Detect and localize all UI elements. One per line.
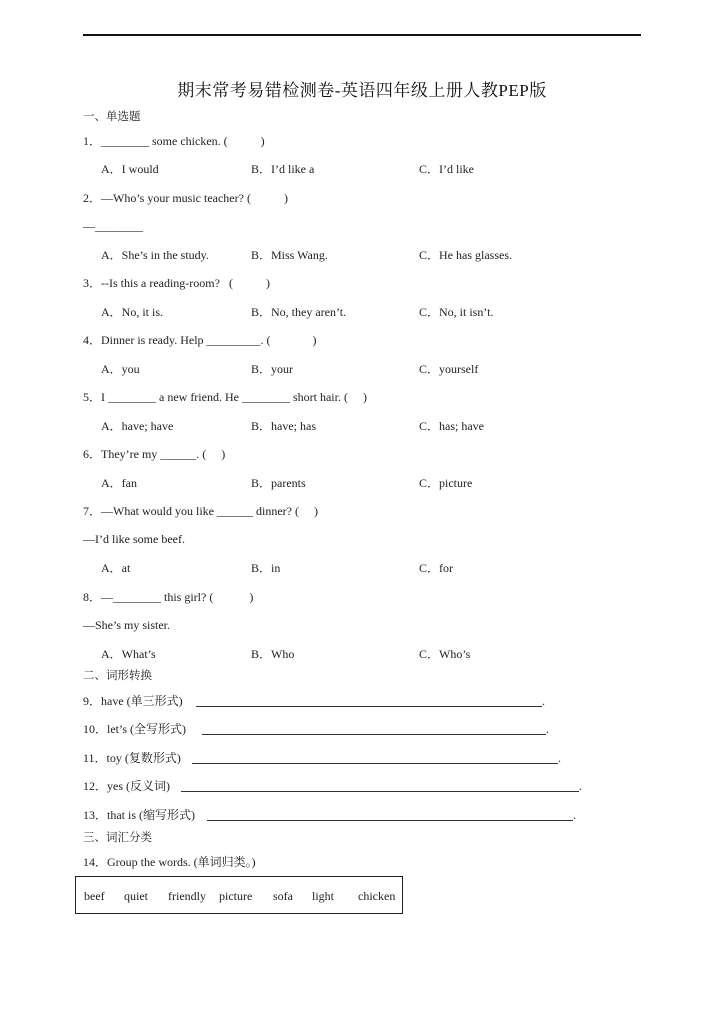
question-7: 7．—What would you like ______ dinner? ( ) — [83, 504, 318, 518]
question-7-response: —I’d like some beef. — [83, 532, 185, 546]
q5-option-b[interactable]: B．have; has — [251, 419, 316, 433]
q2-option-b[interactable]: B．Miss Wang. — [251, 248, 328, 262]
section-heading-word-forms: 二、词形转换 — [83, 670, 152, 682]
question-5: 5．I ________ a new friend. He ________ short hair. ( ) — [83, 390, 367, 404]
question-4: 4．Dinner is ready. Help _________. ( ) — [83, 333, 317, 347]
word-bank-box — [75, 876, 403, 914]
question-8: 8．—________ this girl? ( ) — [83, 590, 254, 604]
q6-option-a[interactable]: A．fan — [101, 476, 137, 490]
q6-option-c[interactable]: C．picture — [419, 476, 473, 490]
q5-option-a[interactable]: A．have; have — [101, 419, 174, 433]
q13-period: . — [573, 808, 576, 822]
q11-answer-blank[interactable] — [192, 763, 558, 764]
q13-answer-blank[interactable] — [207, 820, 573, 821]
question-10: 10．let’s (全写形式) — [83, 722, 186, 736]
question-1: 1．________ some chicken. ( ) — [83, 134, 265, 148]
page-title: 期末常考易错检测卷-英语四年级上册人教PEP版 — [177, 81, 547, 100]
q9-answer-blank[interactable] — [196, 706, 542, 707]
question-13: 13．that is (缩写形式) — [83, 808, 195, 822]
q1-option-b[interactable]: B．I’d like a — [251, 162, 315, 176]
question-11: 11．toy (复数形式) — [83, 751, 181, 765]
q11-period: . — [558, 751, 561, 765]
q12-answer-blank[interactable] — [181, 791, 579, 792]
q7-option-a[interactable]: A．at — [101, 561, 131, 575]
q3-option-b[interactable]: B．No, they aren’t. — [251, 305, 347, 319]
q10-period: . — [546, 722, 549, 736]
q10-answer-blank[interactable] — [202, 734, 546, 735]
q2-option-a[interactable]: A．She’s in the study. — [101, 248, 209, 262]
q1-option-c[interactable]: C．I’d like — [419, 162, 474, 176]
q1-option-a[interactable]: A．I would — [101, 162, 159, 176]
question-14: 14．Group the words. (单词归类。) — [83, 855, 256, 869]
q3-option-c[interactable]: C．No, it isn’t. — [419, 305, 494, 319]
q5-option-c[interactable]: C．has; have — [419, 419, 484, 433]
question-6: 6．They’re my ______. ( ) — [83, 447, 226, 461]
q6-option-b[interactable]: B．parents — [251, 476, 306, 490]
q4-option-a[interactable]: A．you — [101, 362, 140, 376]
section-heading-single-choice: 一、单选题 — [83, 111, 141, 123]
word-item: friendly — [168, 889, 206, 903]
question-12: 12．yes (反义词) — [83, 779, 170, 793]
q8-option-c[interactable]: C．Who’s — [419, 647, 471, 661]
question-2: 2．—Who’s your music teacher? ( ) — [83, 191, 288, 205]
word-item: sofa — [273, 889, 293, 903]
q7-option-b[interactable]: B．in — [251, 561, 281, 575]
section-heading-vocabulary: 三、词汇分类 — [83, 832, 152, 844]
word-item: chicken — [358, 889, 396, 903]
word-item: picture — [219, 889, 253, 903]
q9-period: . — [542, 694, 545, 708]
q7-option-c[interactable]: C．for — [419, 561, 453, 575]
header-rule — [83, 34, 641, 36]
question-3: 3．--Is this a reading-room? ( ) — [83, 276, 270, 290]
q4-option-c[interactable]: C．yourself — [419, 362, 479, 376]
q4-option-b[interactable]: B．your — [251, 362, 294, 376]
q2-option-c[interactable]: C．He has glasses. — [419, 248, 512, 262]
word-item: light — [312, 889, 335, 903]
word-item: beef — [84, 889, 105, 903]
q8-option-b[interactable]: B．Who — [251, 647, 295, 661]
q3-option-a[interactable]: A．No, it is. — [101, 305, 164, 319]
word-item: quiet — [124, 889, 148, 903]
question-2-answer-line: —________ — [83, 219, 143, 233]
question-8-response: —She’s my sister. — [83, 618, 171, 632]
q12-period: . — [579, 779, 582, 793]
q8-option-a[interactable]: A．What’s — [101, 647, 156, 661]
question-9: 9．have (单三形式) — [83, 694, 183, 708]
